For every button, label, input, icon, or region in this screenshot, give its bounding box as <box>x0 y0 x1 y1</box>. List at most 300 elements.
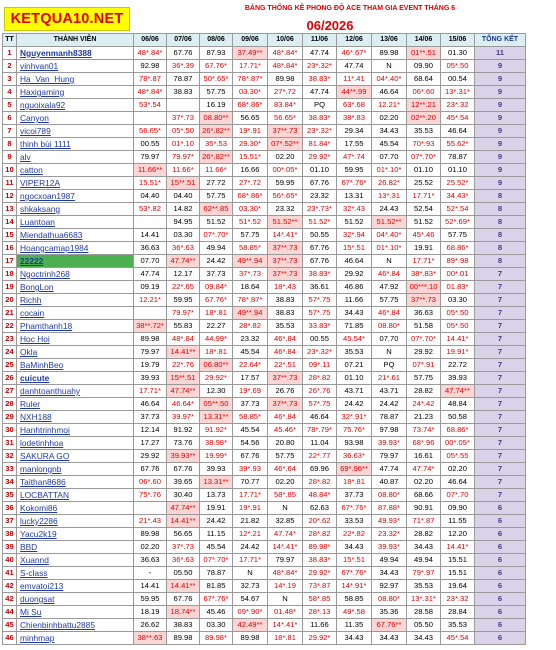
score-cell: 07*.70* <box>407 151 441 164</box>
score-cell: 09*.90* <box>233 606 268 619</box>
score-cell: 46.64 <box>303 411 337 424</box>
rank-cell: 11 <box>3 177 17 190</box>
score-cell: 18.74** <box>167 606 200 619</box>
score-cell: 12.17 <box>167 268 200 281</box>
score-cell: 39.65 <box>167 476 200 489</box>
member-link[interactable]: Hanhtrinhmoi <box>17 424 134 437</box>
score-cell: 58*.85 <box>268 489 303 502</box>
score-cell: 05.50 <box>407 619 441 632</box>
member-link[interactable]: NXH188 <box>17 411 134 424</box>
total-cell: 7 <box>475 281 526 294</box>
score-cell: 26*.82** <box>200 151 233 164</box>
score-cell: 97.98 <box>372 424 407 437</box>
score-cell: 38**.72* <box>134 320 167 333</box>
score-cell: 06*.60 <box>134 476 167 489</box>
score-cell: 37*.73 <box>233 268 268 281</box>
score-cell: 46*.84 <box>268 346 303 359</box>
score-cell: 25.52 <box>407 177 441 190</box>
score-cell: 78*.87 <box>134 73 167 86</box>
score-cell: 57*.75 <box>303 307 337 320</box>
score-cell: 01.10 <box>407 164 441 177</box>
score-cell: 67*.76* <box>337 502 372 515</box>
score-cell: 25.52* <box>441 177 475 190</box>
score-cell: 32.85 <box>268 515 303 528</box>
score-cell: 34.43 <box>372 125 407 138</box>
member-link[interactable]: Canyon <box>17 112 134 125</box>
score-cell: 45*.54 <box>441 112 475 125</box>
member-link[interactable]: Xuannd <box>17 554 134 567</box>
score-cell: 45.46* <box>268 424 303 437</box>
score-cell: 45.54 <box>233 424 268 437</box>
table-row <box>3 476 526 489</box>
total-cell: 7 <box>475 307 526 320</box>
score-cell: 38.98* <box>200 437 233 450</box>
score-cell: 35*.53 <box>200 138 233 151</box>
score-cell: 23.32* <box>372 528 407 541</box>
score-cell: 34.43 <box>372 632 407 645</box>
member-link[interactable]: lodetinhhoa <box>17 437 134 450</box>
score-cell: 23.32 <box>268 203 303 216</box>
score-cell: PQ <box>372 359 407 372</box>
score-cell: 45.54 <box>372 138 407 151</box>
score-cell: 15.51 <box>441 554 475 567</box>
total-cell: 6 <box>475 593 526 606</box>
score-cell: 38.83 <box>167 86 200 99</box>
member-link[interactable]: danhtoanthuahy <box>17 385 134 398</box>
score-cell: 67.76* <box>200 60 233 73</box>
score-cell: 78.87 <box>167 73 200 86</box>
score-cell: 67.76 <box>303 255 337 268</box>
score-cell: 23*.73* <box>303 203 337 216</box>
total-cell: 9 <box>475 86 526 99</box>
member-link[interactable]: lucky2286 <box>17 515 134 528</box>
score-cell: 19.91 <box>407 242 441 255</box>
member-link[interactable]: Ruler <box>17 398 134 411</box>
score-cell: 67*.76* <box>200 593 233 606</box>
score-cell: 37*.73 <box>167 541 200 554</box>
table-row <box>3 424 526 437</box>
score-cell: 39.93 <box>200 463 233 476</box>
member-link[interactable]: ngocxoan1987 <box>17 190 134 203</box>
total-cell: 7 <box>475 294 526 307</box>
score-cell: 07*.70* <box>407 333 441 346</box>
table-row <box>3 281 526 294</box>
score-cell: 46.64 <box>441 476 475 489</box>
total-cell: 7 <box>475 320 526 333</box>
score-cell: 89.98 <box>372 47 407 60</box>
score-cell: 34.43 <box>337 541 372 554</box>
score-cell: 13*.31 <box>372 190 407 203</box>
member-link[interactable]: nguoixala92 <box>17 99 134 112</box>
rank-cell: 37 <box>3 515 17 528</box>
total-cell: 6 <box>475 632 526 645</box>
score-cell: 70*.93 <box>407 138 441 151</box>
total-cell: 7 <box>475 372 526 385</box>
total-cell: 8 <box>475 203 526 216</box>
member-link[interactable]: shkaksang <box>17 203 134 216</box>
score-cell: 01.10 <box>303 164 337 177</box>
score-cell: 24.42 <box>200 515 233 528</box>
score-cell: 68*.86* <box>233 190 268 203</box>
score-cell: 36*.63 <box>167 242 200 255</box>
score-cell: 39*.93 <box>233 463 268 476</box>
member-link[interactable]: Ha_Van_Hung <box>17 73 134 86</box>
total-cell: 6 <box>475 619 526 632</box>
score-cell: 27*.72 <box>233 177 268 190</box>
score-cell: 19.91* <box>441 346 475 359</box>
score-cell: 02.20 <box>441 463 475 476</box>
table-row <box>3 255 526 268</box>
score-cell: 56.65 <box>167 528 200 541</box>
score-cell <box>167 99 200 112</box>
score-cell: 36*.39 <box>167 60 200 73</box>
score-cell: 46.64 <box>337 255 372 268</box>
score-cell: 56*.65* <box>268 190 303 203</box>
table-row <box>3 151 526 164</box>
member-link[interactable]: Nguyenmanh8388 <box>17 47 134 60</box>
score-cell: 24.43 <box>372 203 407 216</box>
score-cell: 79.97 <box>372 450 407 463</box>
score-cell: 67.76* <box>200 294 233 307</box>
member-link[interactable]: minhmap <box>17 632 134 645</box>
table-row <box>3 60 526 73</box>
score-cell: 34.43 <box>337 632 372 645</box>
rank-cell: 10 <box>3 164 17 177</box>
member-link[interactable]: thinh bùi 1111 <box>17 138 134 151</box>
member-link[interactable]: BaMinhBeo <box>17 359 134 372</box>
score-cell: 38.83* <box>303 112 337 125</box>
score-cell: 17.57 <box>233 372 268 385</box>
score-cell: 26.82* <box>372 177 407 190</box>
score-cell: 48*.84 <box>167 333 200 346</box>
rank-cell: 5 <box>3 99 17 112</box>
score-cell: 01**.51 <box>407 47 441 60</box>
score-cell: 02.20 <box>134 541 167 554</box>
table-row <box>3 242 526 255</box>
score-cell: 39.93 <box>134 372 167 385</box>
score-cell: 51*.52 <box>233 216 268 229</box>
member-link[interactable]: 22222 <box>17 255 134 268</box>
score-cell: 59.95 <box>167 294 200 307</box>
rank-cell: 24 <box>3 346 17 359</box>
score-cell: 46.64* <box>167 398 200 411</box>
member-link[interactable]: vinhvan01 <box>17 60 134 73</box>
score-cell: 28.82 <box>407 528 441 541</box>
col-header-date: 10/06 <box>268 34 303 47</box>
score-cell: 17.71* <box>407 190 441 203</box>
member-link[interactable]: Ngoctrinh268 <box>17 268 134 281</box>
score-cell: 23.32 <box>233 333 268 346</box>
score-cell: 12.30 <box>200 385 233 398</box>
member-link[interactable]: LOCBATTAN <box>17 489 134 502</box>
score-cell: 51.52 <box>407 216 441 229</box>
score-cell: 04.40 <box>167 190 200 203</box>
rank-cell: 33 <box>3 463 17 476</box>
score-cell: 30.40 <box>167 489 200 502</box>
score-cell: 07*.91 <box>407 359 441 372</box>
score-cell: 09.90 <box>407 60 441 73</box>
rank-cell: 14 <box>3 216 17 229</box>
score-cell: 42.49** <box>233 619 268 632</box>
score-cell: 53*.54 <box>134 99 167 112</box>
score-cell: 46*.84 <box>372 307 407 320</box>
table-row <box>3 346 526 359</box>
score-cell: 57*.75 <box>303 398 337 411</box>
total-cell: 11 <box>475 47 526 60</box>
member-link[interactable]: manlongnb <box>17 463 134 476</box>
rank-cell: 31 <box>3 437 17 450</box>
rank-cell: 19 <box>3 281 17 294</box>
score-cell: 50*.65* <box>200 73 233 86</box>
score-cell: 68.66 <box>407 489 441 502</box>
score-cell: 68.86* <box>441 242 475 255</box>
total-cell: 9 <box>475 164 526 177</box>
total-cell: 7 <box>475 359 526 372</box>
score-cell: 14.41* <box>441 333 475 346</box>
score-cell: 44**.99 <box>337 86 372 99</box>
table-row <box>3 632 526 645</box>
member-link[interactable]: vicoi789 <box>17 125 134 138</box>
score-cell: 89.98 <box>134 528 167 541</box>
table-row <box>3 229 526 242</box>
score-cell: 62.63 <box>303 502 337 515</box>
score-cell: 19.64 <box>441 580 475 593</box>
score-cell: 08.80* <box>372 593 407 606</box>
rank-cell: 30 <box>3 424 17 437</box>
score-cell: 34.43 <box>407 541 441 554</box>
score-cell: 15.51 <box>441 567 475 580</box>
score-cell: 37*.73 <box>167 112 200 125</box>
score-cell: 11*.41 <box>337 73 372 86</box>
score-cell: 22.27 <box>200 320 233 333</box>
member-link[interactable]: Taithan8686 <box>17 476 134 489</box>
score-cell: 46.64 <box>441 125 475 138</box>
score-cell: 49.93* <box>372 515 407 528</box>
member-link[interactable]: Yacu2k19 <box>17 528 134 541</box>
score-cell: 24.42 <box>372 398 407 411</box>
sheet-month: 06/2026 <box>306 18 354 33</box>
table-row <box>3 580 526 593</box>
total-cell: 9 <box>475 73 526 86</box>
score-cell: 89.98* <box>200 632 233 645</box>
total-cell: 7 <box>475 450 526 463</box>
score-cell: 13.31** <box>200 476 233 489</box>
table-row <box>3 333 526 346</box>
score-cell: 40.87 <box>372 476 407 489</box>
score-cell: 05*.50 <box>441 60 475 73</box>
score-cell: 55.62* <box>441 138 475 151</box>
rank-cell: 2 <box>3 60 17 73</box>
rank-cell: 46 <box>3 632 17 645</box>
score-cell: 39.93* <box>372 437 407 450</box>
total-cell: 7 <box>475 398 526 411</box>
score-cell: 57.75 <box>268 450 303 463</box>
score-cell: 11.66 <box>337 294 372 307</box>
score-cell: 03.30 <box>441 294 475 307</box>
score-cell: 08.80* <box>372 489 407 502</box>
score-cell: 15.51* <box>134 177 167 190</box>
score-cell: 57*.75 <box>303 294 337 307</box>
score-cell: 18*.43 <box>268 281 303 294</box>
member-link[interactable]: S-class <box>17 567 134 580</box>
member-link[interactable]: Mi Su <box>17 606 134 619</box>
score-cell: 48*.84* <box>134 86 167 99</box>
score-cell: 38.83 <box>268 294 303 307</box>
score-cell: 14.41** <box>167 346 200 359</box>
member-link[interactable]: emvatoi213 <box>17 580 134 593</box>
score-cell: 49.94 <box>372 554 407 567</box>
score-cell: 51.52* <box>303 216 337 229</box>
table-row <box>3 294 526 307</box>
score-cell: 52*.54 <box>441 203 475 216</box>
score-cell: 01*.10* <box>372 242 407 255</box>
score-cell: 71.85 <box>337 320 372 333</box>
score-cell: 11.66* <box>200 164 233 177</box>
score-cell: 04.40 <box>134 190 167 203</box>
score-cell: 12.21* <box>372 99 407 112</box>
score-cell: 07.70 <box>372 333 407 346</box>
member-link[interactable]: Hoc Hoi <box>17 333 134 346</box>
col-header-date: 12/06 <box>337 34 372 47</box>
score-cell: 07.70 <box>134 255 167 268</box>
score-cell: 75*.76 <box>134 489 167 502</box>
score-cell <box>134 216 167 229</box>
score-cell: 37**.73 <box>268 125 303 138</box>
rank-cell: 44 <box>3 606 17 619</box>
score-cell: 45*.54 <box>441 632 475 645</box>
score-cell: 57.75 <box>372 294 407 307</box>
rank-cell: 39 <box>3 541 17 554</box>
score-cell: 20.80 <box>268 437 303 450</box>
score-cell: 35.53 <box>407 580 441 593</box>
total-cell: 9 <box>475 60 526 73</box>
score-cell: 09.19 <box>134 281 167 294</box>
member-link[interactable]: Richh <box>17 294 134 307</box>
score-cell: 14.41 <box>134 229 167 242</box>
member-link[interactable]: alv <box>17 151 134 164</box>
total-cell: 6 <box>475 502 526 515</box>
member-link[interactable]: cocain <box>17 307 134 320</box>
member-link[interactable]: Hoangcamap1984 <box>17 242 134 255</box>
score-cell: 47.74 <box>303 86 337 99</box>
score-cell: 11.66* <box>167 164 200 177</box>
col-header-date: 07/06 <box>167 34 200 47</box>
score-cell: 63*.68 <box>337 99 372 112</box>
member-link[interactable]: Okla <box>17 346 134 359</box>
score-cell: 12.20 <box>441 528 475 541</box>
score-cell: 58.85* <box>233 411 268 424</box>
score-cell: 47.74* <box>407 463 441 476</box>
member-link[interactable]: cuicute <box>17 372 134 385</box>
table-row <box>3 73 526 86</box>
score-cell: 83.84* <box>268 99 303 112</box>
score-cell: 32*.91* <box>337 411 372 424</box>
rank-cell: 6 <box>3 112 17 125</box>
score-cell: 34.43 <box>372 567 407 580</box>
rank-cell: 36 <box>3 502 17 515</box>
rank-cell: 34 <box>3 476 17 489</box>
score-cell: 36.63 <box>407 307 441 320</box>
member-link[interactable]: Haxigaming <box>17 86 134 99</box>
score-cell: 13.31 <box>337 190 372 203</box>
score-cell: 35.53 <box>268 320 303 333</box>
rank-cell: 8 <box>3 138 17 151</box>
member-link[interactable]: BongLon <box>17 281 134 294</box>
member-link[interactable]: VIPER12A <box>17 177 134 190</box>
member-link[interactable]: catton <box>17 164 134 177</box>
score-cell: 38*.83 <box>337 112 372 125</box>
score-cell: 56.65 <box>233 112 268 125</box>
score-cell: 67.76 <box>134 463 167 476</box>
table-row <box>3 515 526 528</box>
score-cell: 01.10 <box>441 164 475 177</box>
member-link[interactable]: BBD <box>17 541 134 554</box>
score-cell: 01*.10 <box>167 138 200 151</box>
score-cell: 37**.73 <box>268 255 303 268</box>
score-cell: 22*.65 <box>167 281 200 294</box>
score-cell: 69.96 <box>303 463 337 476</box>
table-row <box>3 86 526 99</box>
score-cell: 11.35 <box>337 619 372 632</box>
total-cell: 6 <box>475 567 526 580</box>
score-cell: 79.97 <box>134 151 167 164</box>
score-cell: 09*.11 <box>303 359 337 372</box>
score-cell: 37**.73 <box>268 398 303 411</box>
score-cell: 51.52** <box>372 216 407 229</box>
score-cell: 01.10 <box>337 372 372 385</box>
member-link[interactable]: Chienbinhbattu2885 <box>17 619 134 632</box>
score-cell: 69*.96** <box>337 463 372 476</box>
table-row <box>3 398 526 411</box>
col-header-date: 06/06 <box>134 34 167 47</box>
score-cell: 09.90 <box>441 502 475 515</box>
total-cell: 8 <box>475 242 526 255</box>
score-cell: 03.30 <box>167 229 200 242</box>
score-cell: 36.61 <box>303 281 337 294</box>
score-cell: 07.70 <box>372 151 407 164</box>
score-cell: 07*.52** <box>268 138 303 151</box>
table-row <box>3 138 526 151</box>
score-cell: 21.82 <box>233 515 268 528</box>
score-cell: 11.55 <box>441 515 475 528</box>
member-link[interactable]: duongsat <box>17 593 134 606</box>
score-cell: 90.91 <box>407 502 441 515</box>
member-link[interactable]: Luantoan <box>17 216 134 229</box>
site-logo[interactable]: KETQUA10.NET <box>4 7 130 31</box>
member-link[interactable]: SAKURA GO <box>17 450 134 463</box>
score-cell: 28.82 <box>407 385 441 398</box>
table-row <box>3 450 526 463</box>
score-cell: 13.73 <box>200 489 233 502</box>
score-cell: 02.20 <box>407 476 441 489</box>
score-cell: 37.73 <box>200 268 233 281</box>
score-cell: 26*.76 <box>303 385 337 398</box>
score-cell: 04*.40* <box>372 73 407 86</box>
score-cell: 73.74* <box>407 424 441 437</box>
score-cell: 46*.84 <box>268 333 303 346</box>
score-cell: 23.32 <box>303 190 337 203</box>
score-cell: 22*.76 <box>167 359 200 372</box>
score-cell: 45.54 <box>200 541 233 554</box>
score-cell: 14*.19 <box>268 580 303 593</box>
member-link[interactable]: Phamthanh18 <box>17 320 134 333</box>
total-cell: 7 <box>475 489 526 502</box>
score-cell: 29.92* <box>303 632 337 645</box>
member-link[interactable]: Miendathua6683 <box>17 229 134 242</box>
table-header-row <box>3 34 526 47</box>
member-link[interactable]: Kokomi86 <box>17 502 134 515</box>
score-cell: 67.76 <box>303 242 337 255</box>
